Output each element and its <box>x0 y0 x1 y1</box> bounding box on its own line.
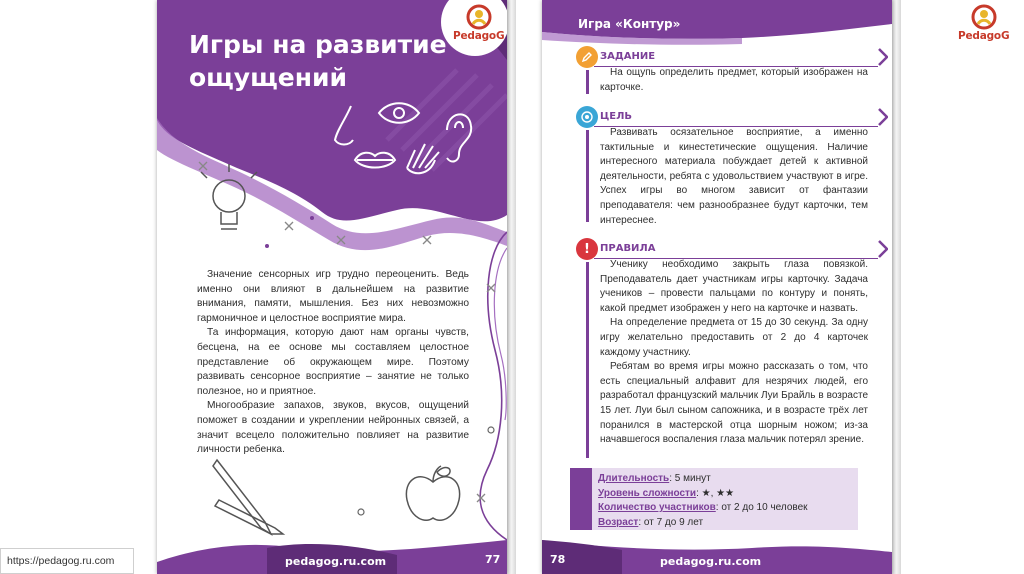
section-line <box>586 130 589 222</box>
page-gutter-left <box>507 0 516 574</box>
section-rules <box>570 242 886 462</box>
chevron-right-icon <box>878 240 888 258</box>
pedagog-logo-icon <box>971 4 997 30</box>
pedagog-logo-icon <box>466 4 492 30</box>
section-text <box>600 66 868 95</box>
section-paragraph: Ребятам во время игры можно рассказать о том, что есть специальный алфавит для незрячих людей, его разработал французский мальчик Луи Брайль в возрасте 15 лет. Луи был сыном сапожника, и в возрасте трёх лет поранился в мастерской отца шорным ножом; из-за начавшегося воспаления глаза мальчик потерял зрение. <box>600 361 868 446</box>
logo-text: PedagoG <box>453 30 505 42</box>
info-duration: Длительность: 5 минут <box>598 473 711 484</box>
body-paragraph: Та информация, которую дают нам органы чувств, бесцена, на ее основе мы составляем целостное представление об окружающем мире. Поэтому развивать сенсорное восприятие – занятие не только полезное, но и приятное. <box>197 327 469 397</box>
section-label: ПРАВИЛА <box>600 243 656 254</box>
info-participants: Количество участников: от 2 до 10 человек <box>598 502 808 514</box>
info-box-strip <box>570 468 592 530</box>
section-label: ЦЕЛЬ <box>600 111 633 122</box>
source-url-link[interactable]: https://pedagog.ru.com <box>0 548 134 574</box>
section-label: ЗАДАНИЕ <box>600 51 656 62</box>
section-paragraph: На определение предмета от 15 до 30 секунд. За одну игру желательно предоставить от 2 до 4 карточек каждому участнику. <box>600 317 868 358</box>
exclamation-icon: ! <box>576 238 598 260</box>
body-paragraph: Значение сенсорных игр трудно переоценить. Ведь именно они влияют в дальнейшем на развитие внимания, памяти, мышления. Без них невозможно гармоничное и целостное восприятие мира. <box>197 269 469 324</box>
chevron-right-icon <box>878 48 888 66</box>
section-paragraph: Ученику необходимо закрыть глаза повязкой. Преподаватель дает участникам игры карточку. Задача учеников – провести пальцами по контуру и понять, какой предмет изображен у него на карточке и назвать. <box>600 259 868 314</box>
left-page-number: 77 <box>485 553 501 566</box>
info-difficulty: Уровень сложности: ★, ★★ <box>598 487 735 499</box>
info-age: Возраст: от 7 до 9 лет <box>598 516 704 528</box>
pencil-icon <box>576 46 598 68</box>
section-line <box>586 70 589 94</box>
title-line-1: Игры на развитие <box>189 30 447 59</box>
apple-icon <box>406 466 459 520</box>
section-task <box>570 50 886 100</box>
section-paragraph: На ощупь определить предмет, который изображен на карточке. <box>600 67 868 93</box>
target-icon <box>576 106 598 128</box>
page-gutter-right <box>892 0 901 574</box>
section-paragraph: Развивать осязательное восприятие, а именно тактильные и кинестетические ощущения. Наличие интересного материала побуждает детей к активной деятельности, ребята с удовольствием участвуют в игре. Успех игры во многом зависит от фантазии преподавателя: чем разнообразнее будут карточки, тем интереснее. <box>600 127 868 226</box>
right-page-number: 78 <box>550 553 566 566</box>
section-text <box>600 126 868 228</box>
chevron-right-icon <box>878 108 888 126</box>
right-page <box>542 0 892 574</box>
page-title <box>189 28 449 94</box>
left-page <box>157 0 507 574</box>
section-text <box>600 258 868 448</box>
body-paragraph: Многообразие запахов, звуков, вкусов, ощущений поможет в создании и укреплении нейронных связей, а значит всецело положительно повлияет на развитие личности ребенка. <box>197 400 469 456</box>
game-title: Игра «Контур» <box>578 17 681 31</box>
info-lines <box>598 472 808 530</box>
logo-text: PedagoG <box>958 30 1010 42</box>
section-bar <box>594 110 878 127</box>
pencils-icon <box>213 460 283 534</box>
left-body-text <box>197 268 469 458</box>
left-footer-site: pedagog.ru.com <box>285 555 387 568</box>
right-footer-site: pedagog.ru.com <box>660 555 762 568</box>
title-line-2: ощущений <box>189 63 348 92</box>
section-goal <box>570 110 886 230</box>
section-line <box>586 262 589 458</box>
corner-logo <box>958 4 1009 42</box>
left-page-logo <box>453 4 504 42</box>
